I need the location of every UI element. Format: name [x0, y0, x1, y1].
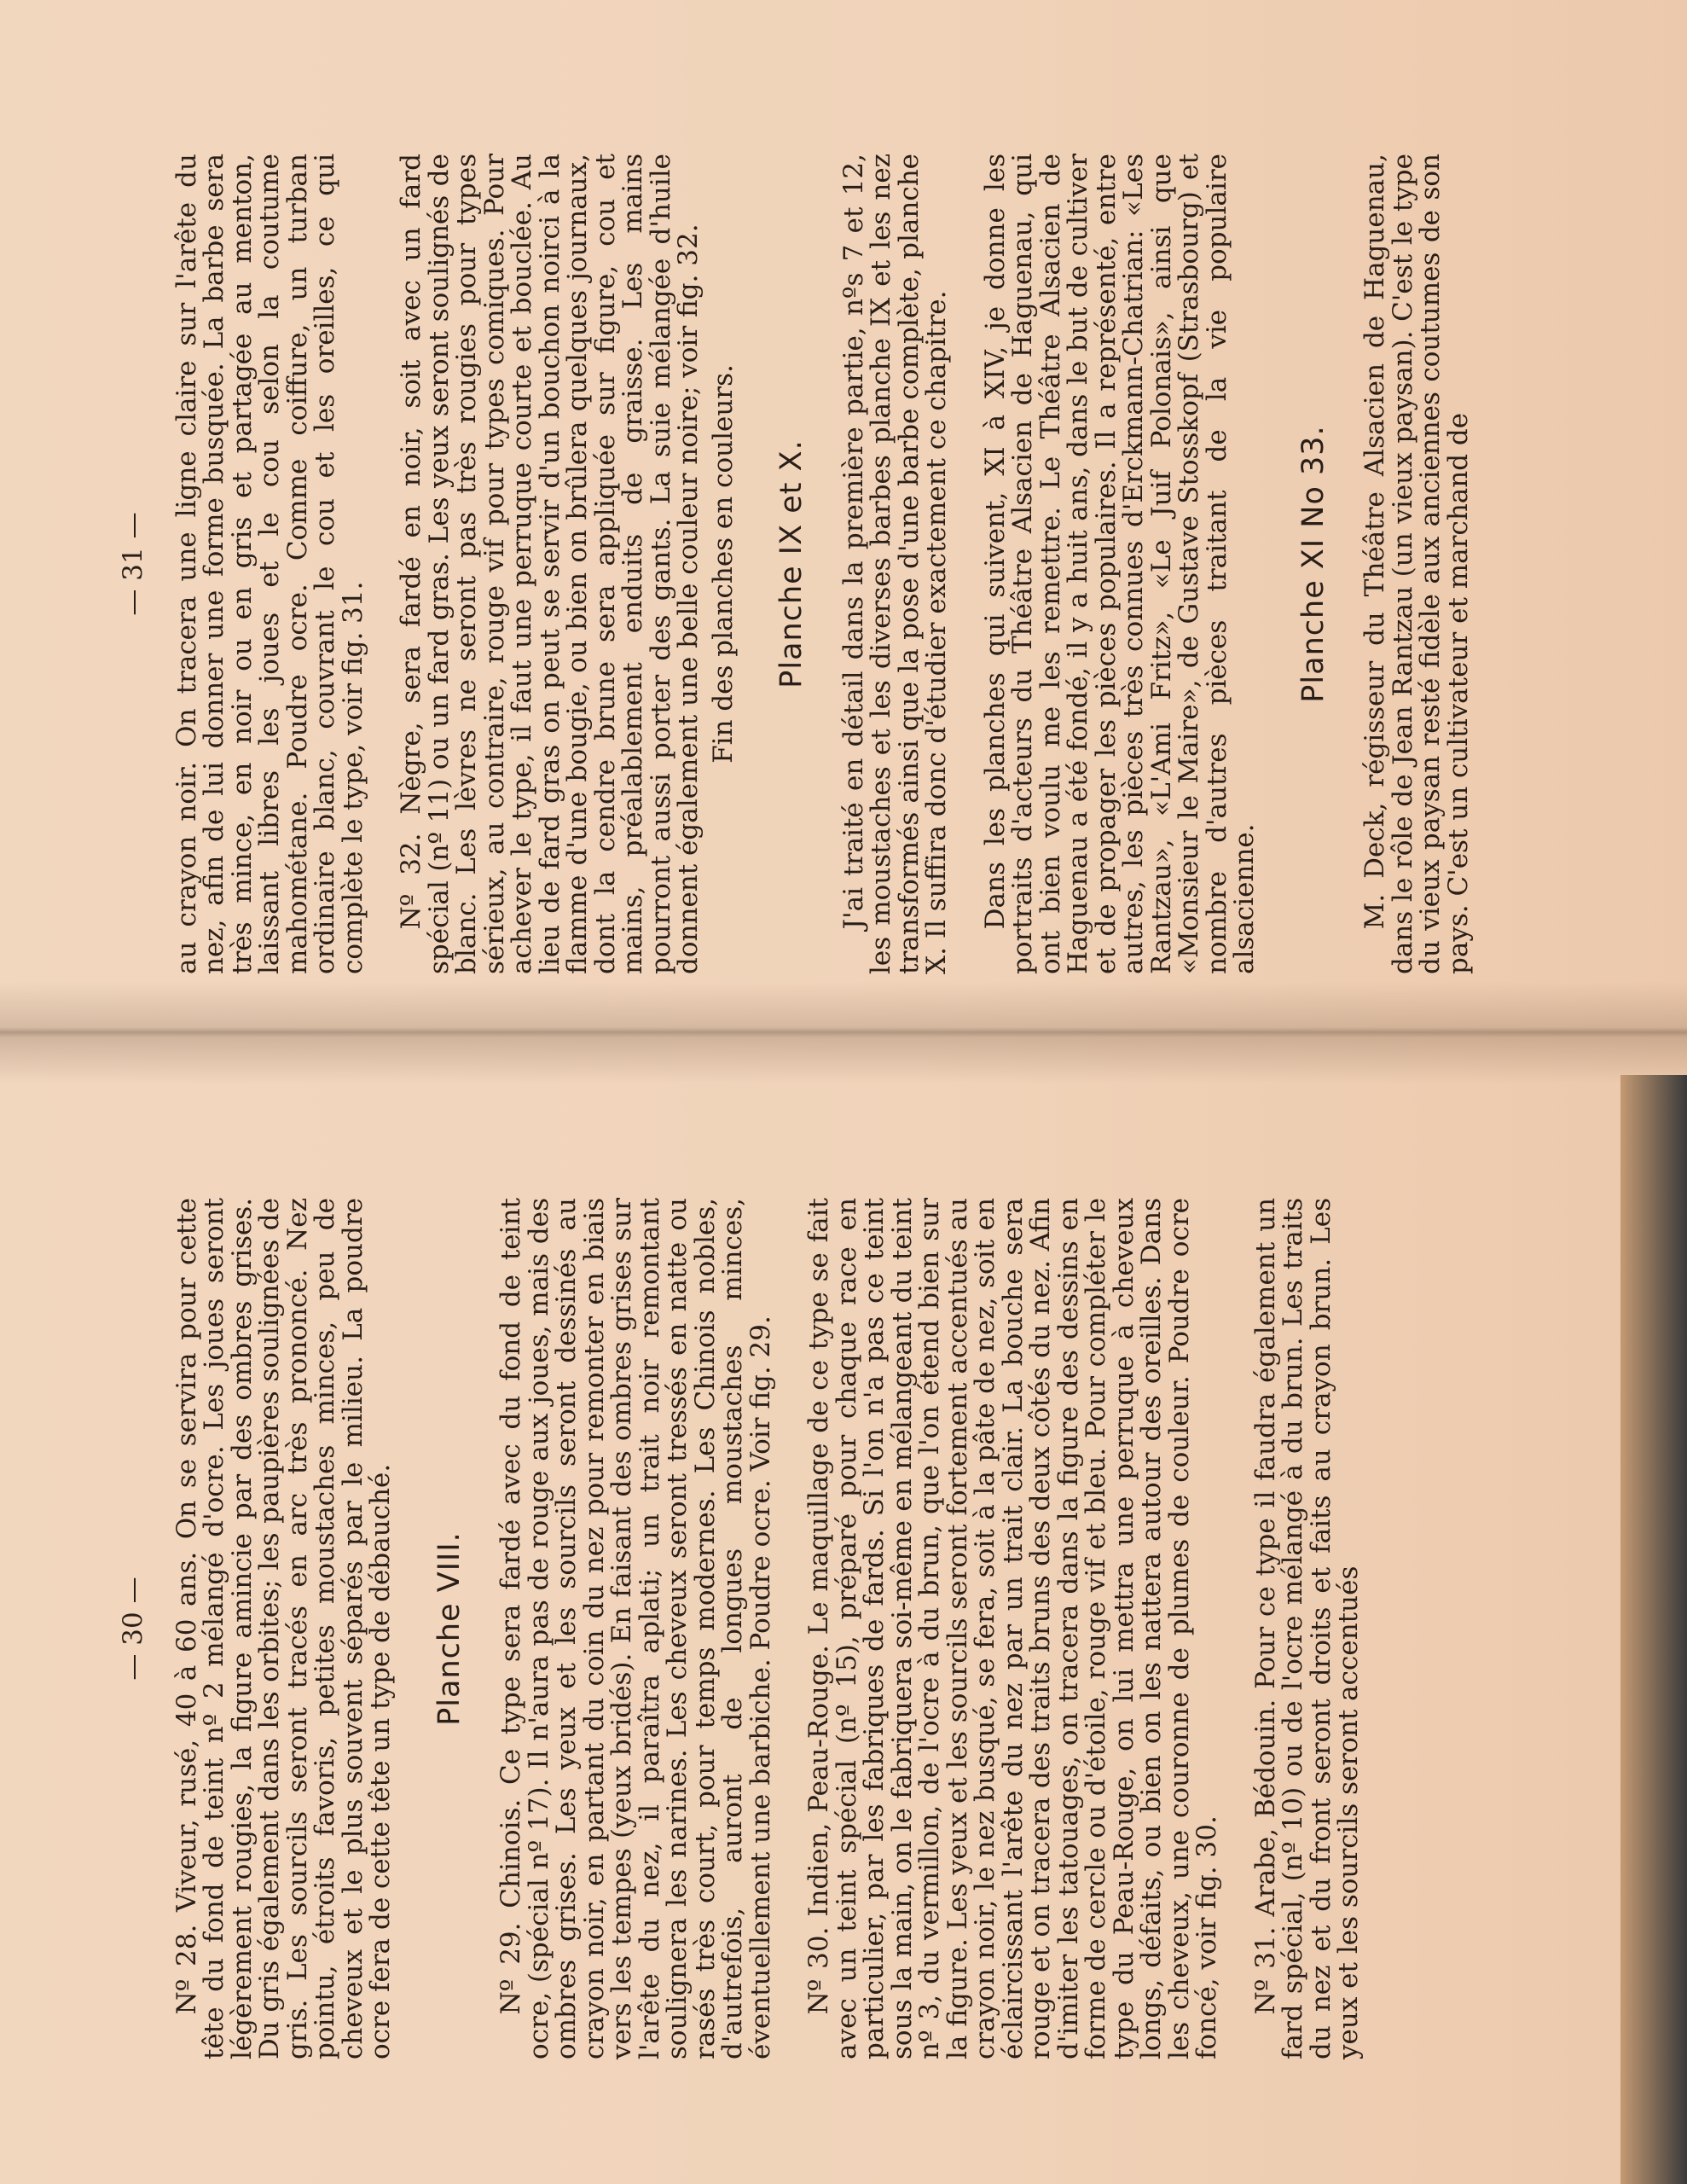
paragraph-continued: au crayon noir. On tracera une ligne claire sur l'arête du nez, afin de lui donner une forme busquée. La barbe sera très mince, en noir ou en gris et partagée au menton, laissant libres les joues et le cou selon la coutume mahométane. Poudre ocre. Comme coiffure, un turban ordinaire blanc, couvrant le cou et les oreilles, ce qui complète le type, voir fig. 31.: [171, 154, 368, 974]
paragraph-viveur: Nº 28. Viveur, rusé, 40 à 60 ans. On se servira pour cette tête du fond de teint nº 2 mélangé d'ocre. Les joues seront légèrement rougies, la figure amincie par des ombres grises. Du gris également dans les orbites; les paupières soulignées de gris. Les sourcils seront tracés en arc très prononcé. Nez pointu, étroits favoris, petites moustaches minces, peu de cheveux et le plus souvent séparés par le milieu. La poudre ocre fera de cette tête un type de débauché.: [171, 1198, 396, 2059]
page-number-left: — 30 —: [118, 1577, 148, 1681]
paragraph-negre: Nº 32. Nègre, sera fardé en noir, soit avec un fard spécial (nº 11) ou un fard gras. Les yeux seront soulignés de blanc. Les lèvres ne seront pas très rougies pour types sérieux, au contraire, rouge vif pour types comiques. Pour achever le type, il faut une perruque courte et bouclée. Au lieu de fard gras on peut se servir d'un bouchon noirci à la flamme d'une bougie, ou bien on brûlera quelques journaux, dont la cendre brune sera appliquée sur figure, cou et mains, préalablement enduits de graisse. Les mains pourront aussi porter des gants. La suie mélangée d'huile donnent également une belle couleur noire; voir fig. 32.: [396, 154, 704, 974]
paragraph-planches-xi-xiv: Dans les planches qui suivent, XI à XIV, je donne les portraits d'acteurs du Théâtre Alsacien de Haguenau, qui ont bien voulu me les remettre. Le Théâtre Alsacien de Haguenau a été fondé, il y a huit ans, dans le but de cultiver et de propager les pièces populaires. Il a représenté, entre autres, les pièces très connues d'Erckmann-Chatrian: «Les Rantzau», «L'Ami Fritz», «Le Juif Polonais», ainsi que «Monsieur le Maire», de Gustave Stosskopf (Strasbourg) et nombre d'autres pièces traitant de la vie populaire alsacienne.: [979, 154, 1260, 974]
paragraph-arabe: Nº 31. Arabe, Bédouin. Pour ce type il faudra également un fard spécial, (nº 10) ou de l'ocre mélangé à du brun. Les traits du nez et du front seront droits et faits au crayon brun. Les yeux et les sourcils seront accentués: [1249, 1198, 1364, 2059]
heading-planche-ix-x: Planche IX et X.: [774, 439, 809, 688]
end-colour-plates-note: Fin des planches en couleurs.: [707, 364, 739, 764]
left-page-text: [119, 1198, 1363, 2059]
right-page-text: [119, 154, 1472, 974]
book-gutter: [0, 981, 1687, 1083]
page-edges-left: [1620, 1075, 1687, 2184]
paragraph-chinois: Nº 29. Chinois. Ce type sera fardé avec du fond de teint ocre, (spécial nº 17). Il n'aura pas de rouge aux joues, mais des ombres grises. Les yeux et les sourcils seront dessinés au crayon noir, en partant du coin du nez pour remonter en biais vers les tempes (yeux bridés). En faisant des ombres grises sur l'arête du nez, il paraîtra aplati; un trait noir remontant soulignera les narines. Les cheveux seront tressés en natte ou rasés très court, pour temps modernes. Les Chinois nobles, d'autrefois, auront de longues moustaches minces, éventuellement une barbiche. Poudre ocre. Voir fig. 29.: [496, 1198, 776, 2059]
paragraph-deck: M. Deck, régisseur du Théâtre Alsacien de Haguenau, dans le rôle de Jean Rantzau (un vieux paysan). C'est le type du vieux paysan resté fidèle aux anciennes coutumes de son pays. C'est un cultivateur et marchand de: [1359, 154, 1474, 974]
heading-planche-xi: Planche XI No 33.: [1296, 425, 1330, 703]
page-number-right: — 31 —: [118, 512, 148, 616]
heading-planche-viii: Planche VIII.: [432, 1531, 467, 1726]
paragraph-planche-ix-x: J'ai traité en détail dans la première partie, nºs 7 et 12, les moustaches et les diverses barbes planche IX et les nez transformés ainsi que la pose d'une barbe complète, planche X. Il suffira donc d'étudier exactement ce chapitre.: [838, 154, 952, 974]
paragraph-indien: Nº 30. Indien, Peau-Rouge. Le maquillage de ce type se fait avec un teint spécial (nº 15), préparé pour chaque race en particulier, par les fabriques de fards. Si l'on n'a pas ce teint sous la main, on le fabriquera soi-même en mélangeant du teint nº 3, du vermillon, de l'ocre à du brun, que l'on étend bien sur la figure. Les yeux et les sourcils seront fortement accentués au crayon noir, le nez busqué, se fera, soit à la pâte de nez, soit en éclaircissant l'arête du nez par un trait clair. La bouche sera rouge et on tracera des traits bruns des deux côtés du nez. Afin d'imiter les tatouages, on tracera dans la figure des dessins en forme de cercle ou d'étoile, rouge vif et bleu. Pour compléter le type du Peau-Rouge, on lui mettra une perruque à cheveux longs, défaits, ou bien on les nattera autour des oreilles. Dans les cheveux, une couronne de plumes de couleur. Poudre ocre foncé, voir fig. 30.: [803, 1198, 1222, 2059]
